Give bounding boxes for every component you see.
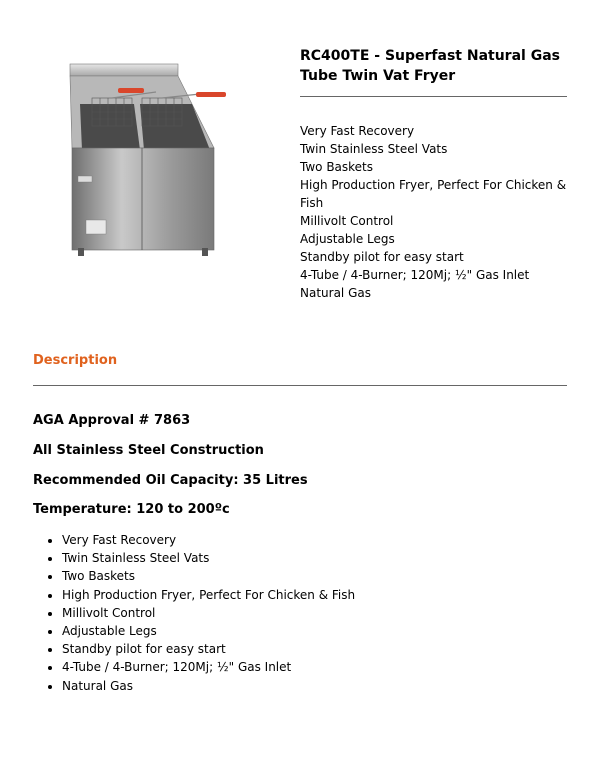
list-item: • 4-Tube / 4-Burner; 120Mj; ½" Gas Inlet <box>62 658 355 676</box>
temperature-text: Temperature: 120 to 200ºc <box>33 502 230 517</box>
list-item: • Very Fast Recovery <box>62 531 355 549</box>
product-title: RC400TE - Superfast Natural Gas Tube Twin Vat Fryer <box>300 48 560 84</box>
construction-text: All Stainless Steel Construction <box>33 443 264 458</box>
feature-item: Millivolt Control <box>300 214 394 228</box>
title-divider <box>300 96 567 97</box>
feature-item: 4-Tube / 4-Burner; 120Mj; ½" Gas Inlet <box>300 268 530 282</box>
feature-item: Very Fast Recovery <box>300 124 415 138</box>
list-item: • Adjustable Legs <box>62 622 355 640</box>
product-image <box>64 58 232 256</box>
feature-item: Natural Gas <box>300 286 371 300</box>
oil-capacity-text: Recommended Oil Capacity: 35 Litres <box>33 473 308 488</box>
description-divider <box>33 385 567 386</box>
feature-item: High Production Fryer, Perfect For Chicken & Fish <box>300 178 567 210</box>
list-item: • Natural Gas <box>62 677 355 695</box>
feature-item: Standby pilot for easy start <box>300 250 464 264</box>
feature-item: Adjustable Legs <box>300 232 395 246</box>
list-item: • Twin Stainless Steel Vats <box>62 549 355 567</box>
description-heading: Description <box>33 353 118 368</box>
feature-item: Twin Stainless Steel Vats <box>300 142 448 156</box>
feature-list <box>300 122 570 302</box>
list-item: • High Production Fryer, Perfect For Chicken & Fish <box>62 586 355 604</box>
approval-text: AGA Approval # 7863 <box>33 413 191 428</box>
feature-item: Two Baskets <box>300 160 374 174</box>
list-item: • Two Baskets <box>62 567 355 585</box>
list-item: • Millivolt Control <box>62 604 355 622</box>
description-bullet-list <box>33 531 355 695</box>
list-item: • Standby pilot for easy start <box>62 640 355 658</box>
